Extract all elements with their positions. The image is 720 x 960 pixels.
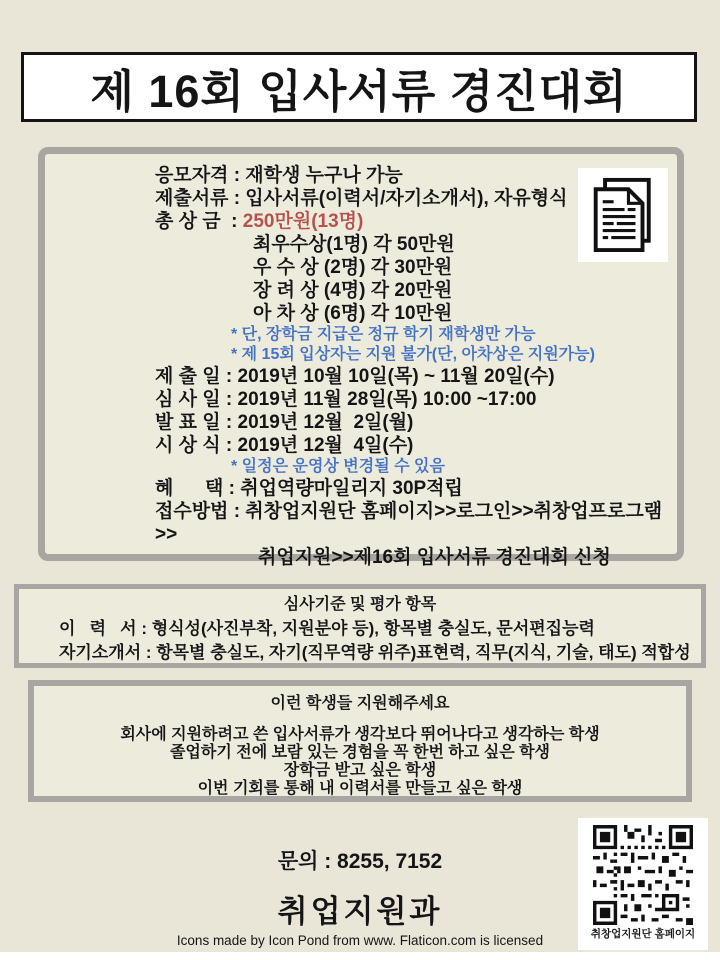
department-name: 취업지원과 bbox=[277, 894, 443, 929]
prize-item-grand: 최우수상(1명) 각 50만원 bbox=[253, 234, 455, 255]
criteria-cover-letter-line: 자기소개서 : 항목별 충실도, 자기(직무역량 위주)표현력, 직무(지식, 기술, 태도) 적합성 bbox=[59, 643, 691, 662]
prize-item-excellence: 우 수 상 (2명) 각 30만원 bbox=[253, 257, 453, 278]
criteria-title: 심사기준 및 평가 항목 bbox=[283, 596, 437, 613]
note-previous-winners: * 제 15회 입상자는 지원 불가(단, 아차상은 지원가능) bbox=[231, 346, 595, 363]
documents-icon bbox=[578, 168, 668, 262]
submission-date-line: 제 출 일 : 2019년 10월 10일(목) ~ 11월 20일(수) bbox=[155, 366, 555, 387]
apply-method-line2: 취업지원>>제16회 입사서류 경진대회 신청 bbox=[258, 547, 611, 568]
criteria-resume-line: 이 력 서 : 형식성(사진부착, 지원분야 등), 항목별 충실도, 문서편집능력 bbox=[59, 619, 595, 638]
eligibility-line: 응모자격 : 재학생 누구나 가능 bbox=[155, 165, 403, 186]
qr-caption: 취창업지원단 홈페이지 bbox=[590, 928, 696, 940]
judging-date-line: 심 사 일 : 2019년 11월 28일(목) 10:00 ~17:00 bbox=[155, 389, 537, 410]
students-panel bbox=[28, 680, 692, 802]
criteria-panel bbox=[14, 584, 706, 668]
total-prize-label: 총 상 금 : bbox=[155, 211, 243, 232]
poster-title: 제 16회 입사서류 경진대회 bbox=[90, 65, 628, 117]
apply-method-line: 접수방법 : 취창업지원단 홈페이지>>로그인>>취창업프로그램 >> bbox=[155, 501, 668, 545]
qr-box bbox=[578, 818, 708, 950]
students-line-3: 장학금 받고 싶은 학생 bbox=[283, 762, 437, 779]
poster-title-box bbox=[21, 52, 697, 122]
students-title: 이런 학생들 지원해주세요 bbox=[270, 695, 450, 712]
note-schedule: * 일정은 운영상 변경될 수 있음 bbox=[231, 458, 445, 475]
prize-item-near-miss: 아 차 상 (6명) 각 10만원 bbox=[253, 303, 453, 324]
contact-line: 문의 : 8255, 7152 bbox=[277, 850, 443, 873]
bottom-margin-strip bbox=[0, 952, 720, 960]
submission-docs-line: 제출서류 : 입사서류(이력서/자기소개서), 자유형식 bbox=[155, 188, 568, 209]
prize-item-encouragement: 장 려 상 (4명) 각 20만원 bbox=[253, 280, 453, 301]
students-line-1: 회사에 지원하려고 쓴 입사서류가 생각보다 뛰어나다고 생각하는 학생 bbox=[120, 726, 600, 743]
note-scholarship: * 단, 장학금 지급은 정규 학기 재학생만 가능 bbox=[231, 326, 536, 343]
students-line-4: 이번 기회를 통해 내 이력서를 만들고 싶은 학생 bbox=[197, 780, 523, 797]
qr-code-icon bbox=[593, 825, 693, 925]
total-prize-value: 250만원(13명) bbox=[242, 211, 364, 232]
benefit-line: 혜 택 : 취업역량마일리지 30P적립 bbox=[155, 478, 463, 499]
students-line-2: 졸업하기 전에 보람 있는 경험을 꼭 한번 하고 싶은 학생 bbox=[169, 744, 551, 761]
announcement-date-line: 발 표 일 : 2019년 12월 2일(월) bbox=[155, 412, 414, 433]
ceremony-date-line: 시 상 식 : 2019년 12월 4일(수) bbox=[155, 435, 414, 456]
license-line: Icons made by Icon Pond from www. Flaticon.com is licensed bbox=[176, 933, 544, 948]
